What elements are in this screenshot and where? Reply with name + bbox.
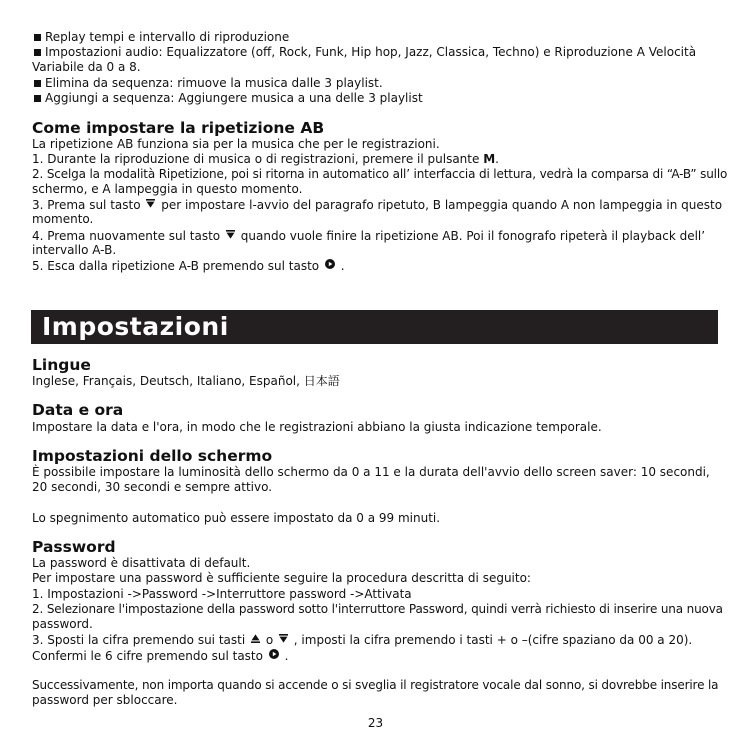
section-heading-password: Password (32, 538, 116, 556)
password-text: Per impostare una password è sufficiente seguire la procedura descritta di seguito: (32, 571, 531, 585)
date-time-text: Impostare la data e l'ora, in modo che le registrazioni abbiano la giusta indicazione temporale. (32, 420, 602, 434)
step-4: 4. Prema nuovamente sul tasto quando vuole finire la ripetizione AB. Poi il fonografo ripeterà il playback dell’ (32, 229, 706, 243)
step-1: 1. Durante la riproduzione di musica o di registrazioni, premere il pulsante M. (32, 152, 499, 166)
bullet-item: Impostazioni audio: Equalizzatore (off, Rock, Funk, Hip hop, Jazz, Classica, Techno) e Riproduzione A Velocità (32, 45, 732, 60)
password-step-3: 3. Sposti la cifra premendo sui tasti o , imposti la cifra premendo i tasti + o –(cifre spaziano da 00 a 20). (32, 633, 693, 647)
password-confirm: Confermi le 6 cifre premendo sul tasto . (32, 649, 289, 663)
screen-settings-text: È possibile impostare la luminosità dello schermo da 0 a 11 e la durata dell'avvio dello screen saver: 10 secondi, (32, 465, 710, 479)
step-2-continuation: schermo, e A lampeggia in questo momento. (32, 182, 303, 196)
screen-settings-text: 20 secondi, 30 secondi e sempre attivo. (32, 480, 273, 494)
play-circle-key-icon (325, 258, 335, 273)
languages-text: Inglese, Français, Deutsch, Italiano, Español, 日本語 (32, 374, 340, 388)
page-number: 23 (367, 716, 384, 730)
section-heading-date-time: Data e ora (32, 401, 124, 419)
banner-title: Impostazioni (42, 312, 229, 341)
bullet-item: Replay tempi e intervallo di riproduzione (32, 30, 732, 45)
password-step-2: 2. Selezionare l'impostazione della password sotto l'interruttore Password, quindi verrà richiesto di inserire una nuova (32, 602, 723, 616)
step-3-continuation: momento. (32, 212, 94, 226)
section-banner (31, 310, 718, 344)
password-unlock-text: Successivamente, non importa quando si accende o si sveglia il registratore vocale dal sonno, si dovrebbe inserire la (32, 678, 719, 692)
password-step-1: 1. Impostazioni ->Password ->Interruttore password ->Attivata (32, 587, 412, 601)
password-unlock-text: password per sbloccare. (32, 693, 178, 707)
step-2: 2. Scelga la modalità Ripetizione, poi si ritorna in automatico all’ interfaccia di lettura, vedrà la comparsa di “A-B” sullo (32, 167, 728, 181)
bullet-square-icon (34, 80, 41, 87)
password-text: La password è disattivata di default. (32, 556, 251, 570)
up-arrow-key-icon (251, 632, 260, 647)
bullet-square-icon (34, 34, 41, 41)
down-arrow-key-icon (226, 228, 235, 243)
step-3: 3. Prema sul tasto per impostare l-avvio del paragrafo ripetuto, B lampeggia quando A non lampeggia in questo (32, 198, 723, 212)
down-arrow-key-icon (146, 197, 155, 212)
bullet-square-icon (34, 49, 41, 56)
down-arrow-key-icon (279, 632, 288, 647)
step-5: 5. Esca dalla ripetizione A-B premendo sul tasto . (32, 259, 345, 273)
step-4-continuation: intervallo A-B. (32, 243, 117, 257)
section-heading-screen-settings: Impostazioni dello schermo (32, 447, 273, 465)
password-step-2-continuation: password. (32, 617, 93, 631)
section-heading-languages: Lingue (32, 356, 91, 374)
auto-off-text: Lo spegnimento automatico può essere impostato da 0 a 99 minuti. (32, 511, 441, 525)
bullet-item: Elimina da sequenza: rimuove la musica dalle 3 playlist. (32, 76, 732, 91)
section-heading-ab-repeat: Come impostare la ripetizione AB (32, 119, 325, 137)
paragraph-text: La ripetizione AB funziona sia per la musica che per le registrazioni. (32, 137, 440, 151)
m-key-label: M (483, 152, 496, 166)
bullet-square-icon (34, 95, 41, 102)
bullet-item: Aggiungi a sequenza: Aggiungere musica a una delle 3 playlist (32, 91, 732, 106)
play-circle-key-icon (269, 648, 279, 663)
bullet-item-continuation: Variabile da 0 a 8. (32, 60, 141, 74)
